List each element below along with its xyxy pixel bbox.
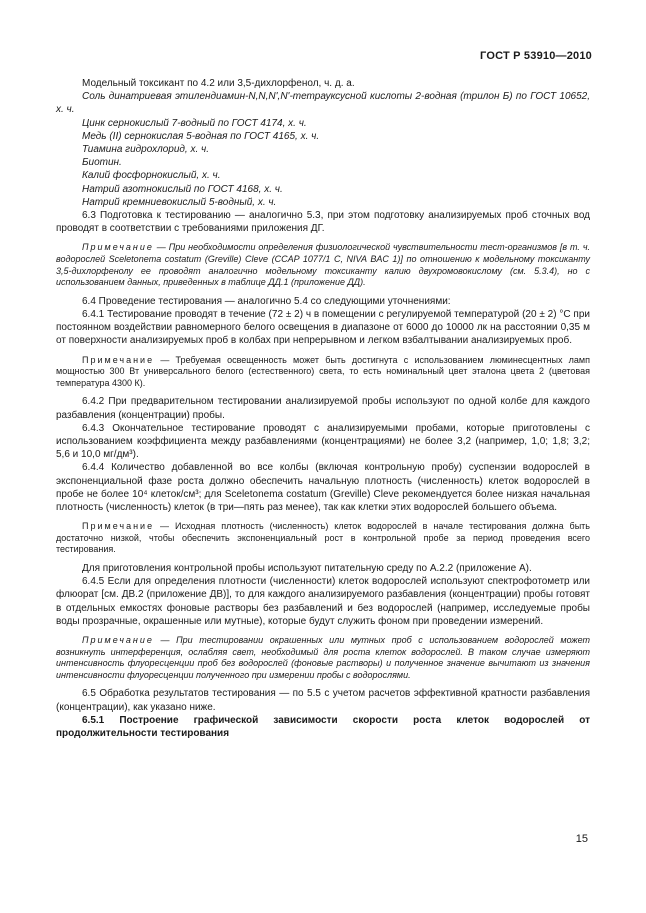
list-item: Калий фосфорнокислый, х. ч. — [82, 170, 221, 182]
note-4-text: — При тестировании окрашенных или мутных проб с использованием водорослей может возникнуть интерференция, ослабляя свет, необходимый для роста клеток водорослей. В таком случае измеряют интенсивность флуоресценции проб без водорослей (фоновые растворы) и полученное значение вычитают из значения интенсивности флуоресценции полученного при измерении пробы с водорослями. — [56, 635, 590, 680]
note-label: Примечание — [82, 242, 154, 253]
list-item: Натрий азотнокислый по ГОСТ 4168, х. ч. — [82, 183, 283, 195]
paragraph-6-5-1: 6.5.1 Построение графической зависимости скорости роста клеток водорослей от продолжительности тестирования — [56, 714, 590, 740]
list-item: Натрий кремниевокислый 5-водный, х. ч. — [82, 196, 277, 208]
paragraph-control-sample: Для приготовления контрольной пробы используют питательную среду по А.2.2 (приложение А). — [82, 563, 532, 575]
list-item: Цинк сернокислый 7-водный по ГОСТ 4174, х. ч. — [82, 117, 307, 129]
page-number: 15 — [575, 833, 588, 845]
note-label: Примечание — [82, 521, 155, 532]
paragraph-6-4-1: 6.4.1 Тестирование проводят в течение (72 ± 2) ч в помещении с регулируемой температурой (20 ± 2) °С при постоянном воздействии равномерного белого освещения в диапазоне от 6000 до 10000 лк на расстоянии 0,35 м от поверхности анализируемых проб в колбах при непрерывном и легком взбалтывании анализируемых проб. — [56, 309, 590, 347]
note-1-text: — При необходимости определения физиологической чувствительности тест-организмов [в т. ч. водорослей Sceletonema costatum (Greville) Cleve (CCAP 1077/1 C, NIVA BAC 1)] по отношению к модельному токсиканту 3,5-дихлорфенолу ее проводят аналогично модельному токсиканту калию двухромовокислому (см. 5.3.4), но с использованием данных, приведенных в таблице ДД.1 (приложение ДД). — [56, 242, 590, 288]
paragraph-6-4-4: 6.4.4 Количество добавленной во все колбы (включая контрольную пробу) суспензии водорослей в экспоненциальной фазе роста должно обеспечить начальную плотность (численность) клеток водорослей в пробе не более 10⁴ клеток/см³; для Sceletonema costatum (Greville) Cleve рекомендуется более низкая начальная плотность (численность) клеток (в три—пять раз менее), так как клетки этих водорослей большего объема. — [56, 462, 590, 514]
standard-header: ГОСТ Р 53910—2010 — [480, 50, 592, 62]
list-item: Тиамина гидрохлорид, х. ч. — [82, 144, 210, 156]
list-item: Медь (II) сернокислая 5-водная по ГОСТ 4165, х. ч. — [82, 130, 320, 142]
note-3 — [56, 521, 590, 556]
note-1 — [56, 242, 590, 288]
note-4 — [56, 635, 590, 681]
paragraph-6-4: 6.4 Проведение тестирования — аналогично 5.4 со следующими уточнениями: — [82, 295, 451, 307]
note-label: Примечание — [82, 354, 155, 365]
note-3-text: — Исходная плотность (численность) клеток водорослей в начале тестирования должна быть достаточно низкой, чтобы обеспечить экспоненциальный рост в контрольной пробе за период проведения всего тестирования. — [56, 521, 590, 555]
paragraph-6-4-5: 6.4.5 Если для определения плотности (численности) клеток водорослей используют спектрофотометр или флюорат [см. ДВ.2 (приложение ДВ)], то для каждого анализируемого разбавления (концентрации) пробы готовят в отдельных емкостях фоновые растворы без разбавлений и без водорослей (например, исследуемые пробы воды прозрачные, окрашенные или мутные), которые будут служить фоном при проведении измерений. — [56, 576, 590, 627]
list-item: Соль динатриевая этилендиамин-N,N,N',N'-тетрауксусной кислоты 2-водная (трилон Б) по ГОСТ 10652, х. ч. — [56, 91, 590, 116]
paragraph-6-3: 6.3 Подготовка к тестированию — аналогично 5.3, при этом подготовку анализируемых проб сточных вод проводят в соответствии с требованиями приложения ДГ. — [56, 210, 590, 235]
paragraph-6-5: 6.5 Обработка результатов тестирования — по 5.5 с учетом расчетов эффективной кратности разбавления (концентрации), как указано ниже. — [56, 688, 590, 713]
note-2-text: — Требуемая освещенность может быть достигнута с использованием люминесцентных ламп мощностью 300 Вт универсального белого (естественного) света, то есть номинальный цвет эталона цвета 2 (цветовая температура 4300 К). — [56, 354, 590, 388]
note-2 — [56, 355, 590, 390]
list-item: Модельный токсикант по 4.2 или 3,5-дихлорфенол, ч. д. а. — [82, 78, 355, 89]
list-item: Биотин. — [82, 157, 122, 169]
note-label: Примечание — [82, 635, 154, 646]
paragraph-6-4-3: 6.4.3 Окончательное тестирование проводят с анализируемыми пробами, которые приготовлены с использованием коэффициента между разбавлениями (концентрациями) не более 3,2 (например, 1,0; 1,8; 3,2; 5,6 и 10,0 мг/дм³). — [56, 422, 590, 461]
document-body — [56, 77, 590, 740]
paragraph-6-4-2: 6.4.2 При предварительном тестировании анализируемой пробы используют по одной колбе для каждого разбавления (концентрации) пробы. — [56, 396, 590, 421]
